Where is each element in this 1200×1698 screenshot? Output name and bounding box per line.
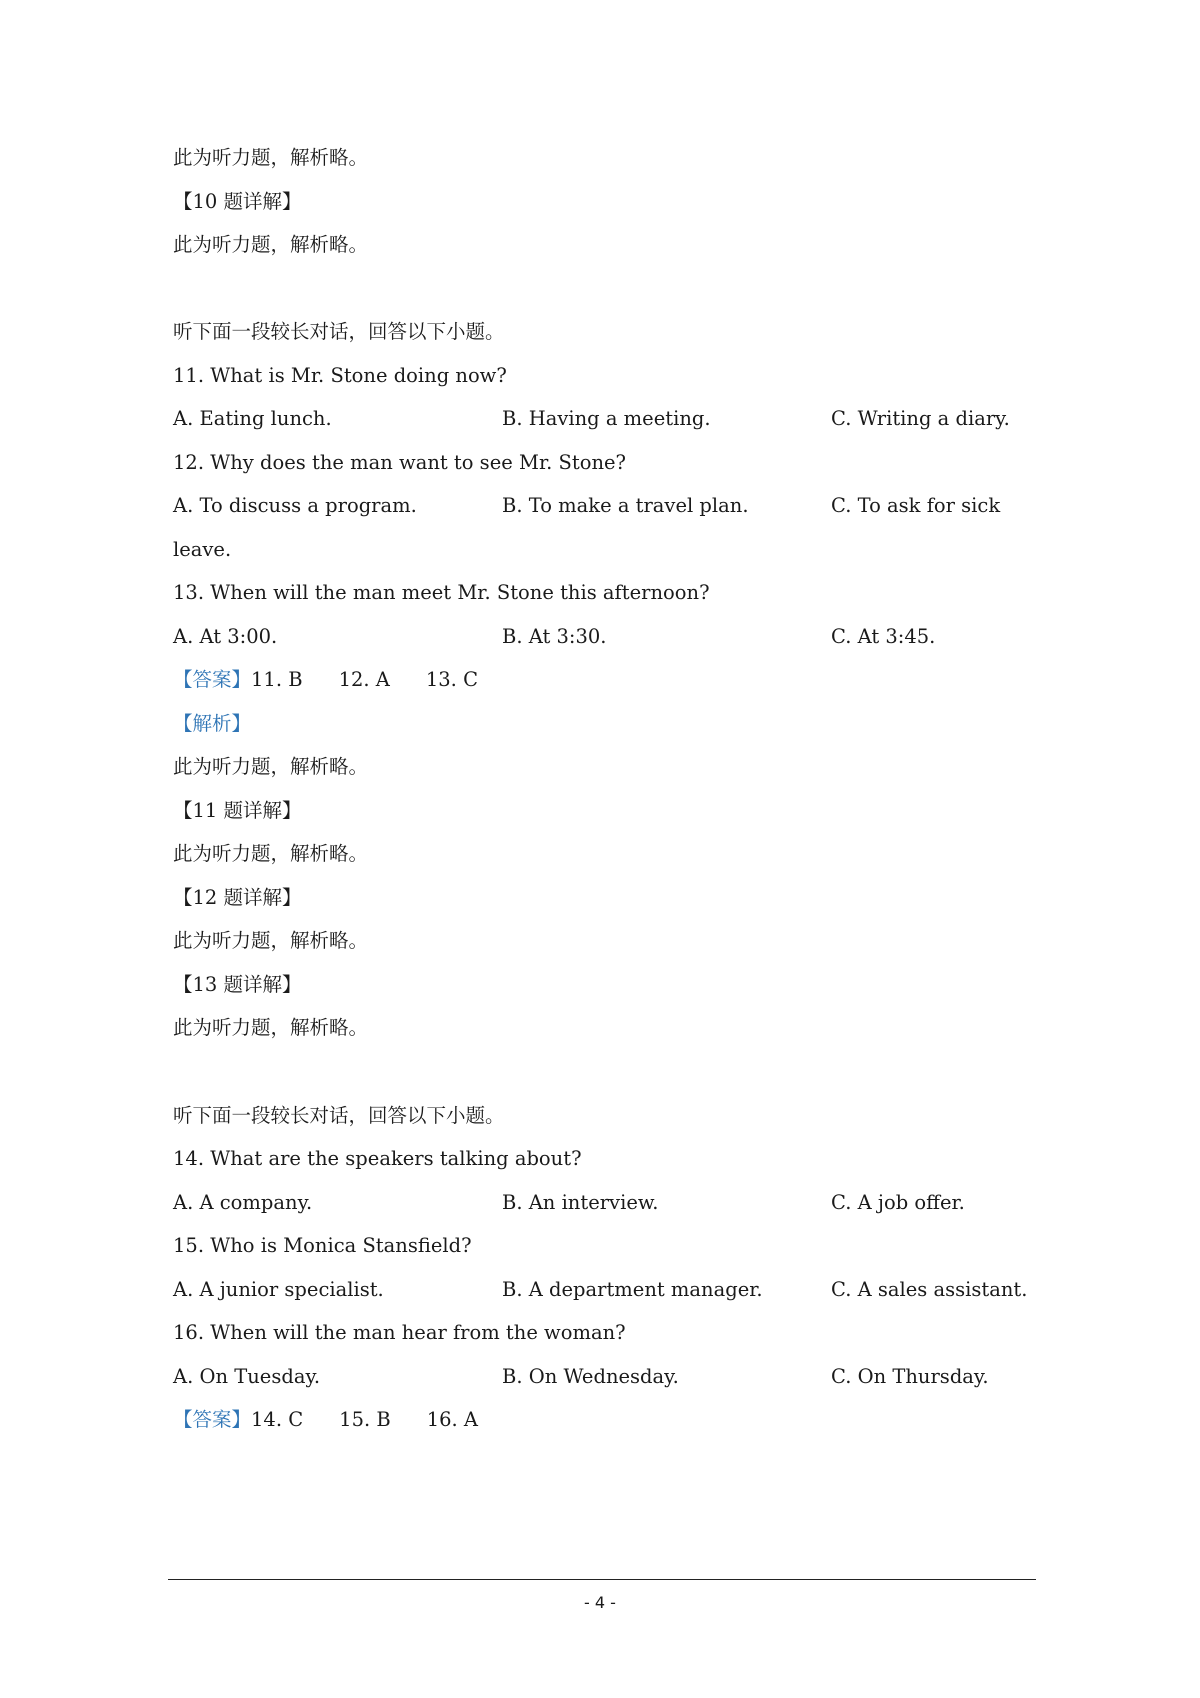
question-13: 13. When will the man meet Mr. Stone this afternoon? <box>173 581 710 604</box>
option-c-continuation: leave. <box>173 538 232 561</box>
answer-15: 15. B <box>339 1408 391 1431</box>
analysis-text: 此为听力题，解析略。 <box>173 842 369 865</box>
option-a: A. A company. <box>173 1191 313 1214</box>
option-b: B. A department manager. <box>502 1278 763 1301</box>
question-12: 12. Why does the man want to see Mr. Stone? <box>173 451 627 474</box>
answer-label: 【答案】 <box>173 668 252 691</box>
section-instruction: 听下面一段较长对话，回答以下小题。 <box>173 320 505 343</box>
option-c: C. To ask for sick <box>831 494 1001 517</box>
option-b: B. On Wednesday. <box>502 1365 679 1388</box>
option-c: C. At 3:45. <box>831 625 936 648</box>
answer-line <box>173 1407 478 1433</box>
question-16: 16. When will the man hear from the woman? <box>173 1321 626 1344</box>
analysis-label: 【解析】 <box>173 712 252 735</box>
option-a: A. At 3:00. <box>173 625 278 648</box>
option-a: A. A junior specialist. <box>173 1278 384 1301</box>
answer-14: 14. C <box>251 1408 304 1431</box>
option-c: C. A job offer. <box>831 1191 965 1214</box>
option-b: B. Having a meeting. <box>502 407 711 430</box>
option-a: A. Eating lunch. <box>173 407 332 430</box>
option-c: C. On Thursday. <box>831 1365 989 1388</box>
question-11: 11. What is Mr. Stone doing now? <box>173 364 507 387</box>
page-number: - 4 - <box>584 1593 616 1612</box>
option-a: A. On Tuesday. <box>173 1365 321 1388</box>
option-c: C. A sales assistant. <box>831 1278 1028 1301</box>
analysis-text: 此为听力题，解析略。 <box>173 233 369 256</box>
question-14: 14. What are the speakers talking about? <box>173 1147 582 1170</box>
section-instruction: 听下面一段较长对话，回答以下小题。 <box>173 1104 505 1127</box>
answer-13: 13. C <box>425 668 478 691</box>
option-c: C. Writing a diary. <box>831 407 1010 430</box>
detail-heading-10: 【10 题详解】 <box>173 190 302 213</box>
detail-heading-11: 【11 题详解】 <box>173 799 302 822</box>
answer-16: 16. A <box>426 1408 478 1431</box>
detail-heading-12: 【12 题详解】 <box>173 886 302 909</box>
option-b: B. At 3:30. <box>502 625 607 648</box>
answer-label: 【答案】 <box>173 1408 252 1431</box>
analysis-text: 此为听力题，解析略。 <box>173 755 369 778</box>
detail-heading-13: 【13 题详解】 <box>173 973 302 996</box>
analysis-text: 此为听力题，解析略。 <box>173 1016 369 1039</box>
answer-line <box>173 667 478 693</box>
analysis-text: 此为听力题，解析略。 <box>173 929 369 952</box>
option-a: A. To discuss a program. <box>173 494 417 517</box>
analysis-text: 此为听力题，解析略。 <box>173 146 369 169</box>
question-15: 15. Who is Monica Stansfield? <box>173 1234 472 1257</box>
answer-11: 11. B <box>251 668 303 691</box>
answer-12: 12. A <box>338 668 390 691</box>
footer-divider <box>168 1579 1036 1580</box>
option-b: B. An interview. <box>502 1191 659 1214</box>
option-b: B. To make a travel plan. <box>502 494 749 517</box>
